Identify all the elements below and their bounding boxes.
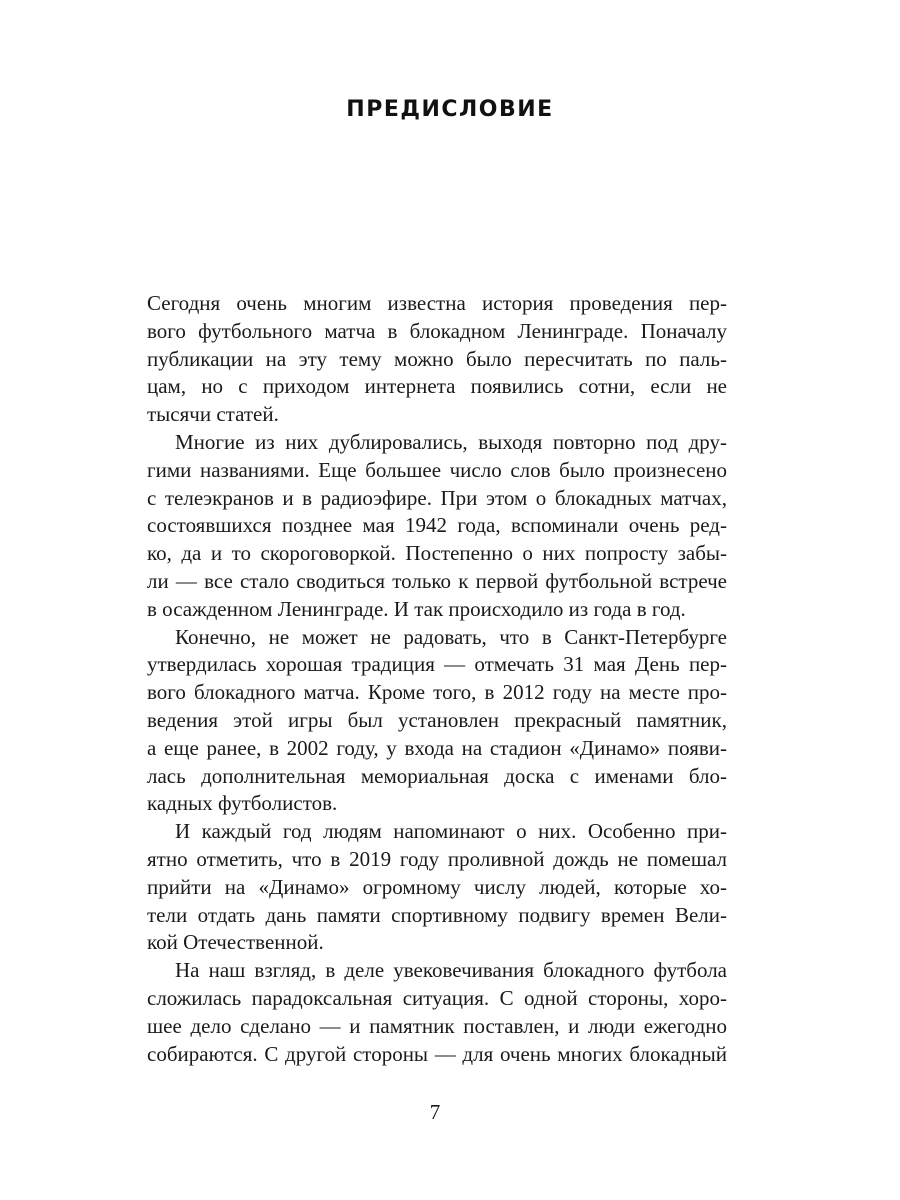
- text-line: кой Отечественной.: [147, 930, 324, 955]
- text-line: тысячи статей.: [147, 402, 279, 427]
- text-line: ятно отметить, что в 2019 году проливной дождь не помешал: [147, 846, 727, 871]
- text-line: цам, но с приходом интернета появились сотни, если не: [147, 374, 727, 399]
- text-line: состоявшихся позднее мая 1942 года, вспоминали очень ред-: [147, 513, 727, 538]
- text-line: На наш взгляд, в деле увековечивания блокадного футбола: [175, 958, 727, 983]
- text-line: шее дело сделано — и памятник поставлен, и люди ежегодно: [147, 1013, 727, 1038]
- text-line: прийти на «Динамо» огромному числу людей, которые хо-: [147, 874, 727, 899]
- text-line: Сегодня очень многим известна история проведения пер-: [147, 291, 727, 315]
- page-number: 7: [429, 1100, 441, 1124]
- text-line: публикации на эту тему можно было пересчитать по паль-: [147, 346, 727, 371]
- text-line: вого футбольного матча в блокадном Ленинграде. Поначалу: [147, 318, 727, 343]
- text-line: с телеэкранов и в радиоэфире. При этом о блокадных матчах,: [147, 485, 727, 510]
- text-line: а еще ранее, в 2002 году, у входа на стадион «Динамо» появи-: [147, 735, 727, 760]
- text-line: лась дополнительная мемориальная доска с именами бло-: [147, 763, 727, 788]
- text-line: гими названиями. Еще большее число слов было произнесено: [147, 457, 727, 482]
- text-line: ли — все стало сводиться только к первой футбольной встрече: [147, 568, 727, 593]
- text-line: вого блокадного матча. Кроме того, в 2012 году на месте про-: [147, 680, 727, 705]
- text-line: сложилась парадоксальная ситуация. С одной стороны, хоро-: [147, 985, 727, 1010]
- text-line: Многие из них дублировались, выходя повторно под дру-: [175, 429, 727, 454]
- text-line: И каждый год людям напоминают о них. Особенно при-: [175, 819, 727, 844]
- text-line: Конечно, не может не радовать, что в Санкт-Петербурге: [175, 624, 727, 649]
- text-line: собираются. С другой стороны — для очень многих блокадный: [147, 1041, 727, 1066]
- text-line: ведения этой игры был установлен прекрасный памятник,: [147, 707, 727, 732]
- text-line: в осажденном Ленинграде. И так происходило из года в год.: [147, 596, 686, 621]
- text-line: утвердилась хорошая традиция — отмечать 31 мая День пер-: [147, 652, 727, 677]
- text-line: кадных футболистов.: [147, 791, 338, 816]
- text-line: тели отдать дань памяти спортивному подвигу времен Вели-: [147, 902, 727, 927]
- body-text: [147, 290, 727, 1068]
- text-line: ко, да и то скороговоркой. Постепенно о них попросту забы-: [147, 541, 727, 566]
- chapter-title: ПРЕДИСЛОВИЕ: [346, 97, 554, 122]
